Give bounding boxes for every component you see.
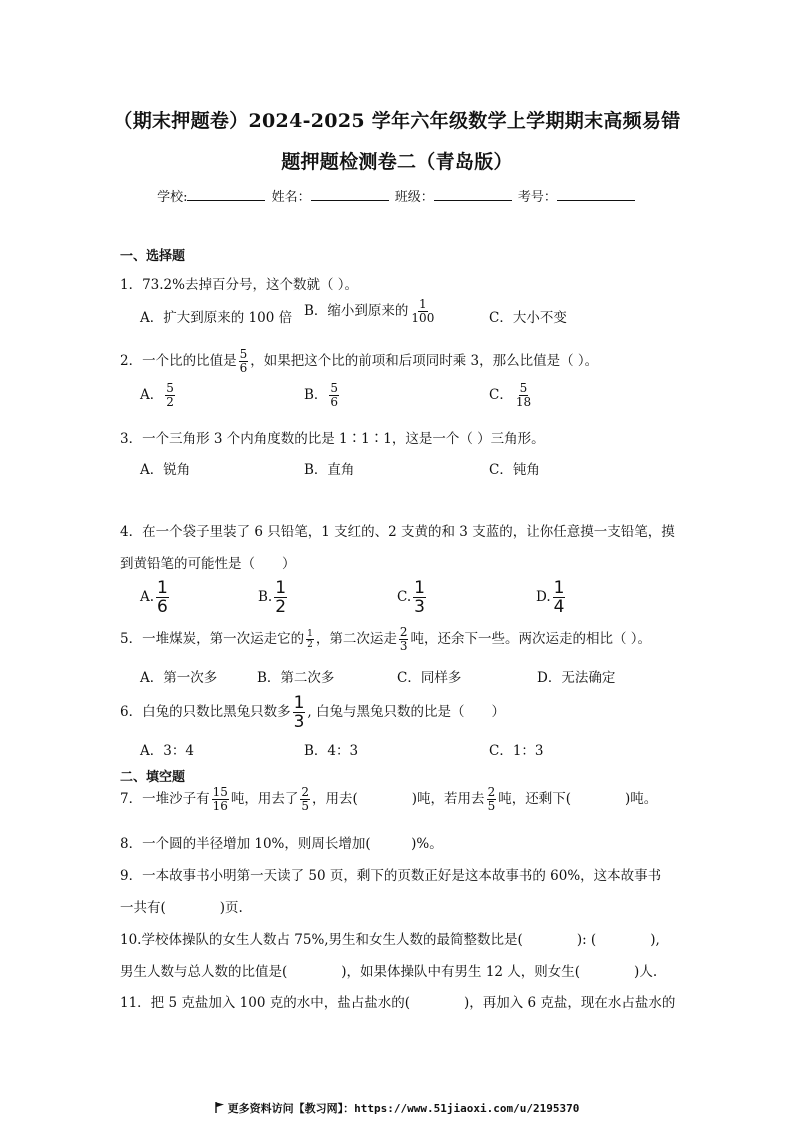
- q5-option-c: C．同样多: [397, 670, 462, 686]
- question-4-line-1: 4．在一个袋子里装了 6 只铅笔，1 支红的、2 支黄的和 3 支蓝的，让你任意摸一支铅笔，摸: [120, 524, 675, 540]
- section-heading-choice: 一、选择题: [120, 249, 186, 264]
- q1-option-b-text: B．缩小到原来的: [304, 303, 409, 319]
- q3-option-c: C．钝角: [489, 462, 540, 478]
- question-1: 1．73.2%去掉百分号，这个数就（ ）。: [120, 277, 359, 293]
- q2-option-c: C． $\frac{5}{18}$: [489, 381, 532, 409]
- q6-option-a: A．3：4: [140, 743, 194, 759]
- exam-number-blank[interactable]: [557, 188, 635, 201]
- footer-text: 更多资料访问【教习网】：https://www.51jiaoxi.com/u/2195370: [227, 1102, 580, 1115]
- q1-option-c: C．大小不变: [489, 310, 567, 326]
- q4-option-d: D. $\frac{1}{4}$: [536, 578, 565, 617]
- name-label: 姓名：: [271, 190, 311, 205]
- exam-number-label: 考号：: [517, 190, 557, 205]
- question-9-line-2: 一共有( )页.: [120, 900, 243, 916]
- question-10-line-1: 10.学校体操队的女生人数占 75%,男生和女生人数的最简整数比是( ): ( ),: [120, 932, 660, 948]
- q5-option-d: D．无法确定: [537, 670, 616, 686]
- q1-option-b: [304, 298, 437, 325]
- student-info-row: [0, 186, 794, 205]
- question-4-line-2: 到黄铅笔的可能性是（ ）: [120, 556, 296, 572]
- q6-option-c: C．1：3: [489, 743, 544, 759]
- question-9-line-1: 9．一本故事书小明第一天读了 50 页，剩下的页数正好是这本故事书的 60%，这本故事书: [120, 868, 662, 884]
- name-blank[interactable]: [311, 188, 389, 201]
- q5-option-a: A．第一次多: [140, 670, 218, 686]
- question-7: 7．一堆沙子有 $\frac{15}{16}$ 吨，用去了 $\frac{2}{5}$ ，用去( )吨，若用去 $\frac{2}{5}$ 吨，还剩下( )吨。: [120, 785, 658, 813]
- q3-option-b: B．直角: [304, 462, 355, 478]
- class-blank[interactable]: [434, 188, 512, 201]
- q5-option-b: B．第二次多: [257, 670, 335, 686]
- fraction: $\frac{5}{6}$: [239, 347, 248, 375]
- question-6: 6．白兔的只数比黑兔只数多 $\frac{1}{3}$ , 白兔与黑兔只数的比是（ ）: [120, 693, 506, 732]
- question-8: 8．一个圆的半径增加 10%，则周长增加( )%。: [120, 836, 443, 852]
- question-11: 11．把 5 克盐加入 100 克的水中，盐占盐水的( )，再加入 6 克盐，现在水占盐水的: [120, 995, 676, 1011]
- question-5: 5．一堆煤炭，第一次运走它的 $\frac{1}{2}$ ，第二次运走 $\frac{2}{3}$ 吨，还余下一些。两次运走的相比（ ）。: [120, 625, 652, 653]
- q3-option-a: A．锐角: [140, 462, 191, 478]
- q1-option-a: A．扩大到原来的 100 倍: [140, 310, 293, 326]
- q2-stem-pre: 2．一个比的比值是: [120, 353, 237, 369]
- question-3: 3．一个三角形 3 个内角度数的比是 1∶1∶1，这是一个（ ）三角形。: [120, 431, 545, 447]
- question-10-line-2: 男生人数与总人数的比值是( )，如果体操队中有男生 12 人，则女生( )人.: [120, 964, 658, 980]
- school-blank[interactable]: [187, 188, 265, 201]
- q6-option-b: B．4：3: [304, 743, 359, 759]
- q4-option-b: B. $\frac{1}{2}$: [258, 578, 287, 617]
- q4-option-a: A. $\frac{1}{6}$: [140, 578, 168, 617]
- flag-icon: [215, 1102, 225, 1113]
- section-heading-fill-blank: 二、填空题: [120, 770, 186, 785]
- q2-option-b: B． $\frac{5}{6}$: [304, 381, 339, 409]
- q2-stem-post: ，如果把这个比的前项和后项同时乘 3，那么比值是（ ）。: [250, 353, 599, 369]
- school-label: 学校:: [157, 190, 188, 205]
- question-2: [120, 348, 598, 375]
- q4-option-c: C. $\frac{1}{3}$: [397, 578, 425, 617]
- fraction: $\frac{1}{100}$: [411, 297, 435, 325]
- page-title-line-2: 题押题检测卷二（青岛版）: [281, 151, 513, 173]
- class-label: 班级：: [394, 190, 434, 205]
- page-title-line-1: （期末押题卷）2024-2025 学年六年级数学上学期期末高频易错: [113, 110, 681, 132]
- q2-option-a: A． $\frac{5}{2}$: [140, 381, 174, 409]
- footer-link[interactable]: [0, 1100, 794, 1116]
